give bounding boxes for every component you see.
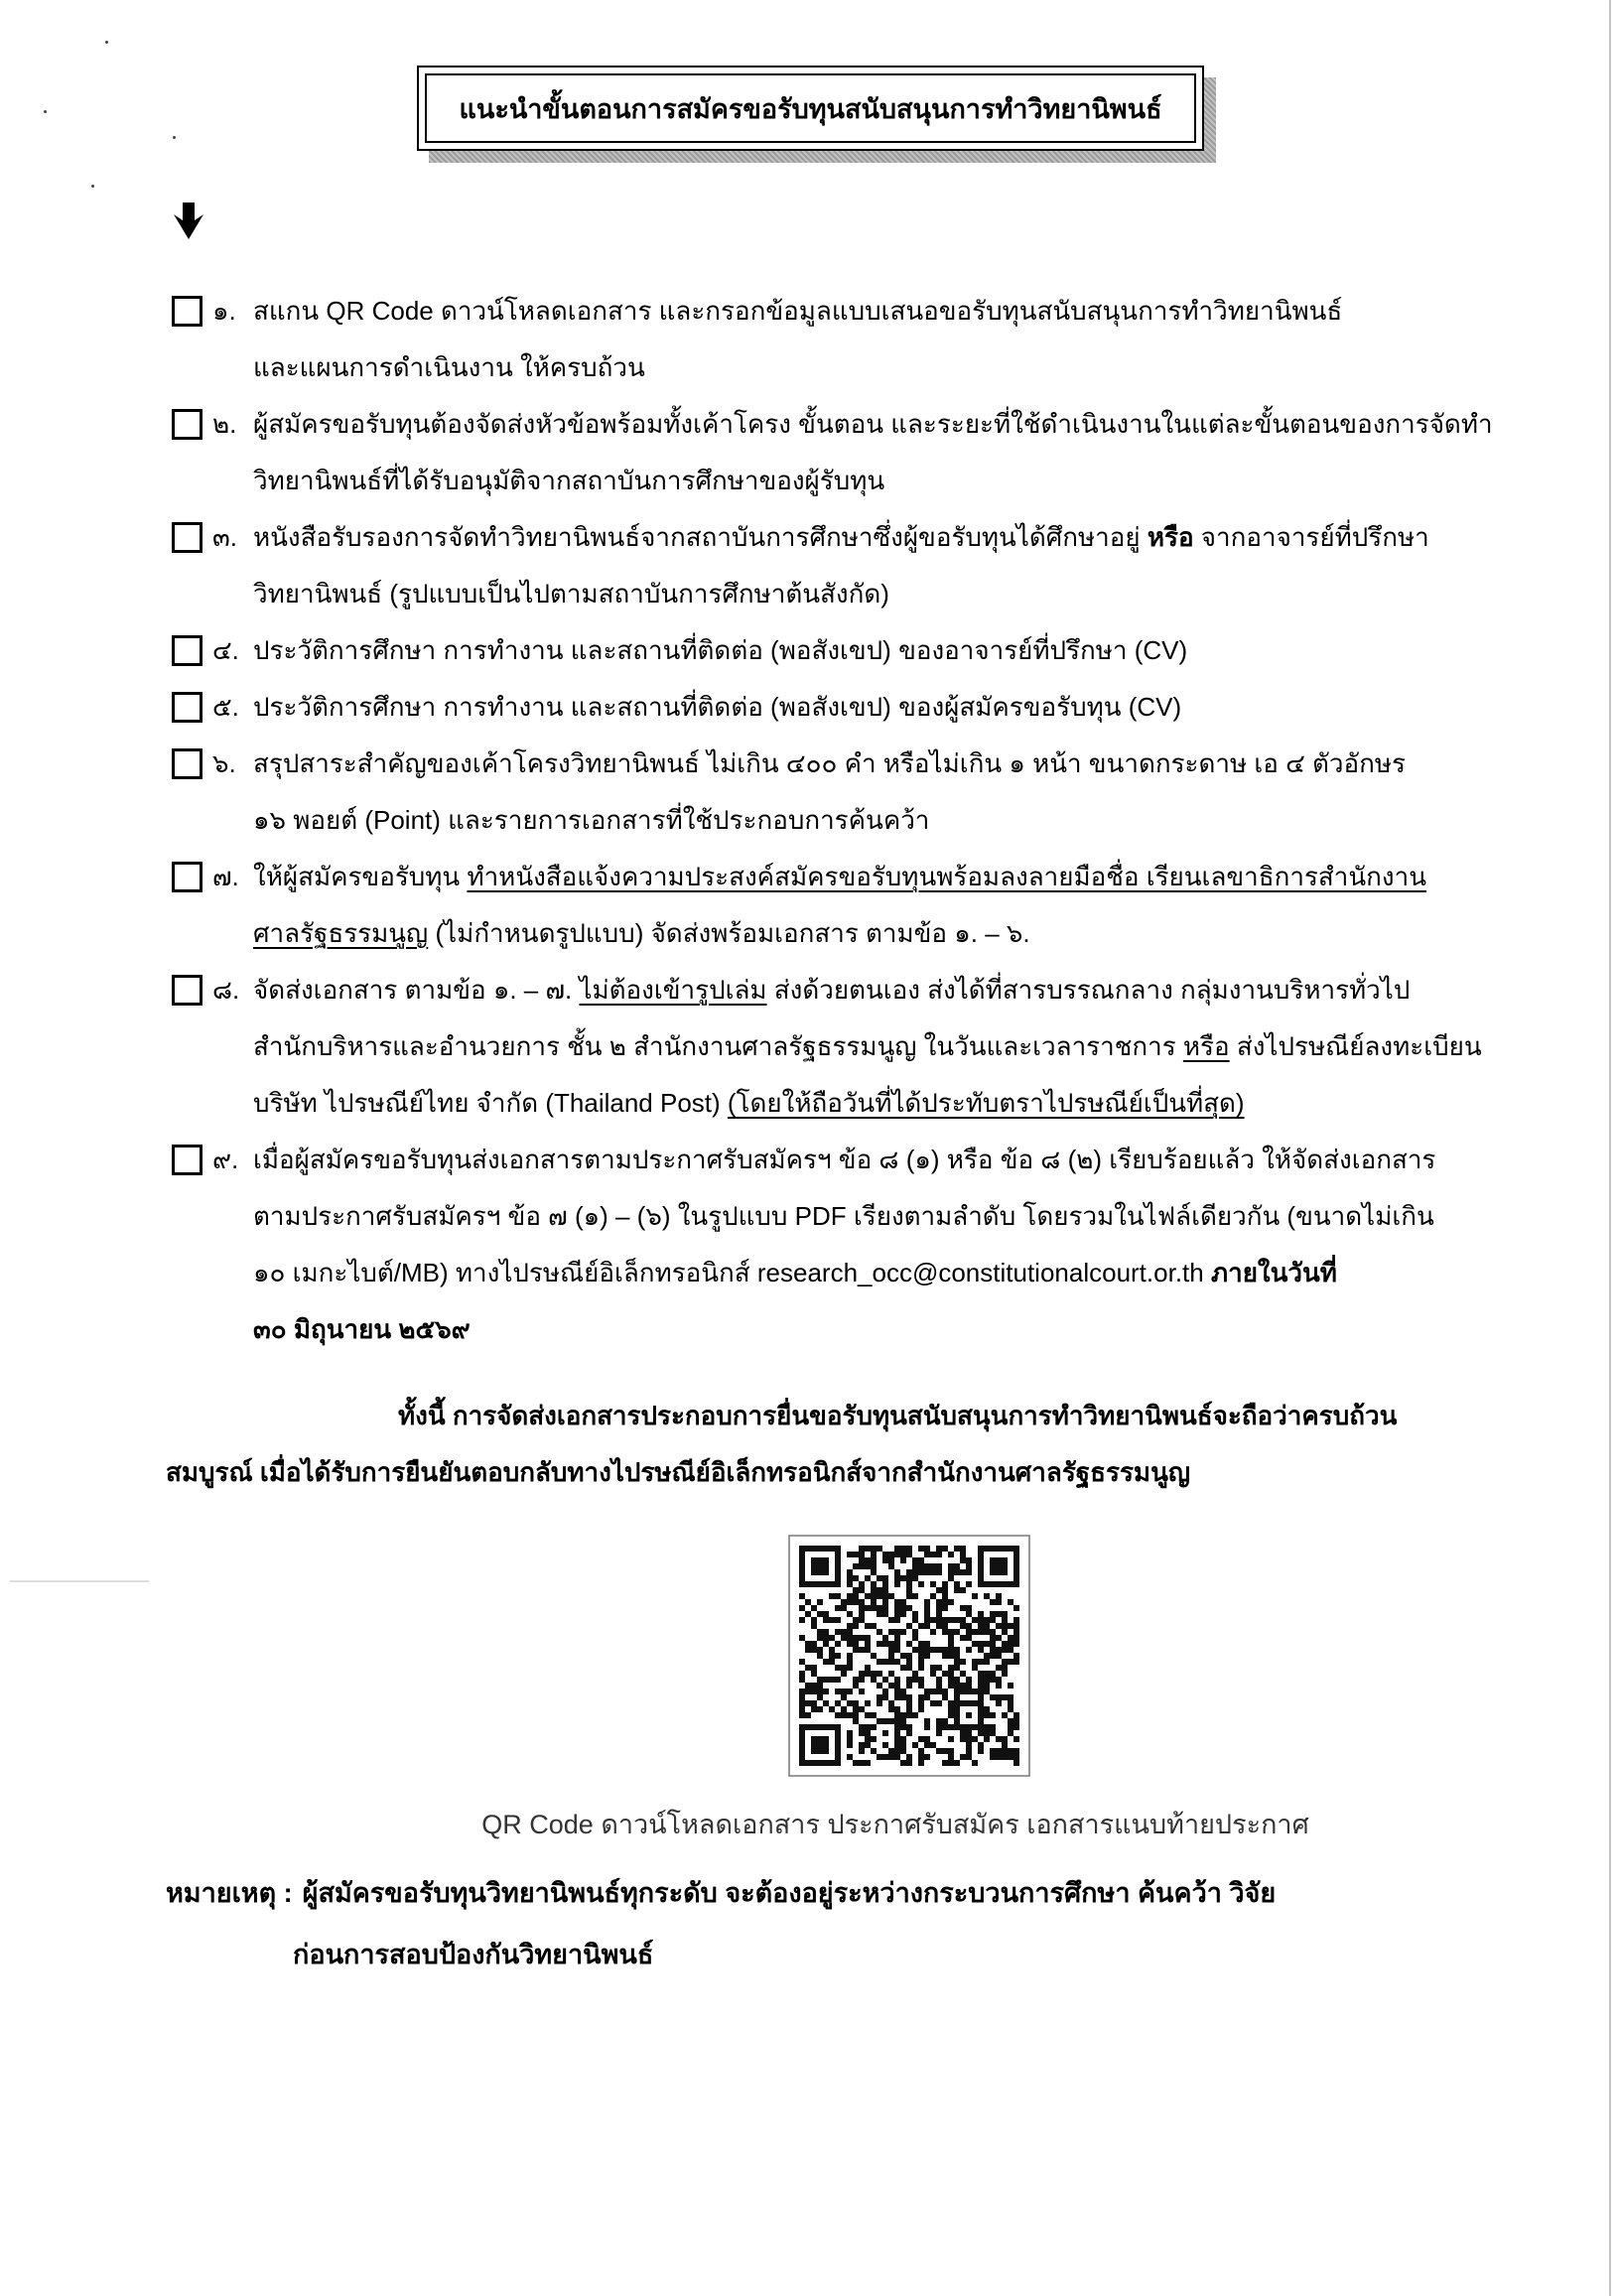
note-text: ก่อนการสอบป้องกันวิทยานิพนธ์	[293, 1940, 654, 1969]
note-label: หมายเหตุ :	[166, 1878, 293, 1908]
checkbox-icon	[172, 409, 202, 440]
deadline-date: ๓๐ มิถุนายน ๒๕๖๙	[253, 1314, 471, 1344]
qr-code	[788, 1535, 1030, 1777]
scan-speck	[91, 185, 94, 188]
item-text: และแผนการดำเนินงาน ให้ครบถ้วน	[253, 352, 645, 382]
item-line	[212, 905, 1495, 962]
arrow-down-icon	[171, 203, 206, 240]
checklist-item-5	[0, 679, 1620, 736]
arrow-down-icon-graphic	[171, 203, 206, 240]
checkbox-icon	[172, 692, 202, 723]
item-text-underlined: หรือ	[1182, 1031, 1230, 1061]
content	[0, 283, 1620, 1985]
item-text: จัดส่งเอกสาร ตามข้อ ๑. – ๗.	[253, 975, 580, 1005]
item-line	[212, 509, 1495, 566]
page-title: แนะนำขั้นตอนการสมัครขอรับทุนสนับสนุนการทำวิทยานิพนธ์	[459, 93, 1162, 124]
checkbox-icon	[172, 635, 202, 666]
checklist-item-3	[0, 509, 1620, 622]
checklist-item-6	[0, 736, 1620, 849]
item-line	[212, 1018, 1495, 1075]
checkbox-icon	[172, 975, 202, 1006]
item-text: ๑๐ เมกะไบต์/MB) ทางไปรษณีย์อิเล็กทรอนิกส์ research_occ@constitutionalcourt.or.th	[253, 1258, 1211, 1287]
item-text: ประวัติการศึกษา การทำงาน และสถานที่ติดต่อ (พอสังเขป) ของผู้สมัครขอรับทุน (CV)	[253, 692, 1182, 722]
item-line	[212, 1132, 1495, 1188]
note-line	[166, 1924, 1481, 1985]
item-text: ส่งด้วยตนเอง ส่งได้ที่สารบรรณกลาง กลุ่มงานบริหารทั่วไป	[766, 975, 1411, 1005]
item-line	[212, 283, 1495, 339]
note-text: ผู้สมัครขอรับทุนวิทยานิพนธ์ทุกระดับ จะต้องอยู่ระหว่างกระบวนการศึกษา ค้นคว้า วิจัย	[302, 1878, 1277, 1908]
item-text: สแกน QR Code ดาวน์โหลดเอกสาร และกรอกข้อมูลแบบเสนอขอรับทุนสนับสนุนการทำวิทยานิพนธ์	[253, 296, 1343, 326]
item-line	[212, 566, 1495, 622]
item-number: ๒.	[212, 409, 237, 439]
item-text: วิทยานิพนธ์ที่ได้รับอนุมัติจากสถาบันการศึกษาของผู้รับทุน	[253, 466, 885, 495]
item-line	[212, 962, 1495, 1018]
item-text: ผู้สมัครขอรับทุนต้องจัดส่งหัวข้อพร้อมทั้งเค้าโครง ขั้นตอน และระยะที่ใช้ดำเนินงานในแต่ละขั้นตอนของการจัดทำ	[253, 409, 1493, 439]
scan-speck	[105, 41, 108, 44]
item-text: หนังสือรับรองการจัดทำวิทยานิพนธ์จากสถาบันการศึกษาซึ่งผู้ขอรับทุนได้ศึกษาอยู่	[253, 522, 1148, 552]
checklist-item-7	[0, 849, 1620, 962]
checkbox-icon	[172, 1145, 202, 1175]
qr-caption: QR Code ดาวน์โหลดเอกสาร ประกาศรับสมัคร เอกสารแนบท้ายประกาศ	[481, 1810, 1309, 1839]
item-text: ส่งไปรษณีย์ลงทะเบียน	[1229, 1031, 1482, 1061]
item-number: ๕.	[212, 692, 239, 722]
qr-code-graphic	[788, 1535, 1030, 1777]
checklist-item-4	[0, 622, 1620, 679]
item-text-underlined: ไม่ต้องเข้ารูปเล่ม	[579, 975, 767, 1005]
item-line	[212, 622, 1495, 679]
closing-paragraph	[0, 1388, 1620, 1501]
checklist-item-8	[0, 962, 1620, 1132]
item-line	[212, 396, 1495, 453]
item-text: ให้ผู้สมัครขอรับทุน	[253, 862, 468, 891]
title-inner-frame	[425, 73, 1196, 143]
checkbox-icon	[172, 296, 202, 327]
item-line	[212, 849, 1495, 905]
item-line	[212, 736, 1495, 792]
item-text-underlined: ทำหนังสือแจ้งความประสงค์สมัครขอรับทุนพร้อมลงลายมือชื่อ เรียนเลขาธิการสำนักงาน	[467, 862, 1426, 891]
item-line	[212, 1075, 1495, 1132]
item-line	[212, 339, 1495, 396]
item-text: เมื่อผู้สมัครขอรับทุนส่งเอกสารตามประกาศรับสมัครฯ ข้อ ๘ (๑) หรือ ข้อ ๘ (๒) เรียบร้อยแล้ว ให้จัดส่งเอกสาร	[253, 1145, 1436, 1174]
item-line	[212, 453, 1495, 509]
item-line	[212, 792, 1495, 849]
item-text: (ไม่กำหนดรูปแบบ) จัดส่งพร้อมเอกสาร ตามข้อ ๑. – ๖.	[428, 918, 1030, 948]
item-text: บริษัท ไปรษณีย์ไทย จำกัด (Thailand Post)	[253, 1088, 728, 1118]
item-number: ๓.	[212, 522, 237, 552]
paragraph-line: สมบูรณ์ เมื่อได้รับการยืนยันตอบกลับทางไปรษณีย์อิเล็กทรอนิกส์จากสำนักงานศาลรัฐธรรมนูญ	[166, 1457, 1190, 1487]
checkbox-icon	[172, 522, 202, 553]
item-text: สรุปสาระสำคัญของเค้าโครงวิทยานิพนธ์ ไม่เกิน ๔๐๐ คำ หรือไม่เกิน ๑ หน้า ขนาดกระดาษ เอ ๔ ตัวอักษร	[253, 748, 1406, 778]
item-text-bold: ภายในวันที่	[1210, 1258, 1337, 1287]
checklist-item-2	[0, 396, 1620, 509]
checkbox-icon	[172, 862, 202, 892]
scan-speck	[173, 136, 176, 139]
item-line	[212, 1245, 1495, 1301]
item-text: จากอาจารย์ที่ปรึกษา	[1193, 522, 1429, 552]
checklist-item-1	[0, 283, 1620, 396]
item-text: ตามประกาศรับสมัครฯ ข้อ ๗ (๑) – (๖) ในรูปแบบ PDF เรียงตามลำดับ โดยรวมในไฟล์เดียวกัน (ขนาดไม่เกิน	[253, 1201, 1434, 1231]
item-line	[212, 1301, 1495, 1358]
paragraph-line: ทั้งนี้ การจัดส่งเอกสารประกอบการยื่นขอรับทุนสนับสนุนการทำวิทยานิพนธ์จะถือว่าครบถ้วน	[398, 1401, 1398, 1430]
item-text-underlined: (โดยให้ถือวันที่ได้ประทับตราไปรษณีย์เป็นที่สุด)	[727, 1088, 1245, 1118]
title-box	[417, 66, 1204, 151]
scan-speck	[44, 110, 47, 113]
item-text-underlined: ศาลรัฐธรรมนูญ	[253, 918, 429, 948]
item-line	[212, 679, 1495, 736]
note-line	[166, 1862, 1481, 1924]
item-text: ประวัติการศึกษา การทำงาน และสถานที่ติดต่อ (พอสังเขป) ของอาจารย์ที่ปรึกษา (CV)	[253, 635, 1188, 665]
item-line	[212, 1188, 1495, 1245]
item-text: ๑๖ พอยต์ (Point) และรายการเอกสารที่ใช้ประกอบการค้นคว้า	[253, 805, 930, 835]
note	[0, 1862, 1620, 1985]
item-number: ๔.	[212, 635, 239, 665]
checkbox-icon	[172, 748, 202, 779]
checklist-item-9	[0, 1132, 1620, 1358]
item-number: ๗.	[212, 862, 239, 891]
item-text-bold: หรือ	[1147, 522, 1194, 552]
item-text: สำนักบริหารและอำนวยการ ชั้น ๒ สำนักงานศาลรัฐธรรมนูญ ในวันและเวลาราชการ	[253, 1031, 1183, 1061]
item-text: วิทยานิพนธ์ (รูปแบบเป็นไปตามสถาบันการศึกษาต้นสังกัด)	[253, 579, 889, 608]
item-number: ๖.	[212, 748, 236, 778]
item-number: ๙.	[212, 1145, 239, 1174]
item-number: ๑.	[212, 296, 236, 326]
item-number: ๘.	[212, 975, 240, 1005]
